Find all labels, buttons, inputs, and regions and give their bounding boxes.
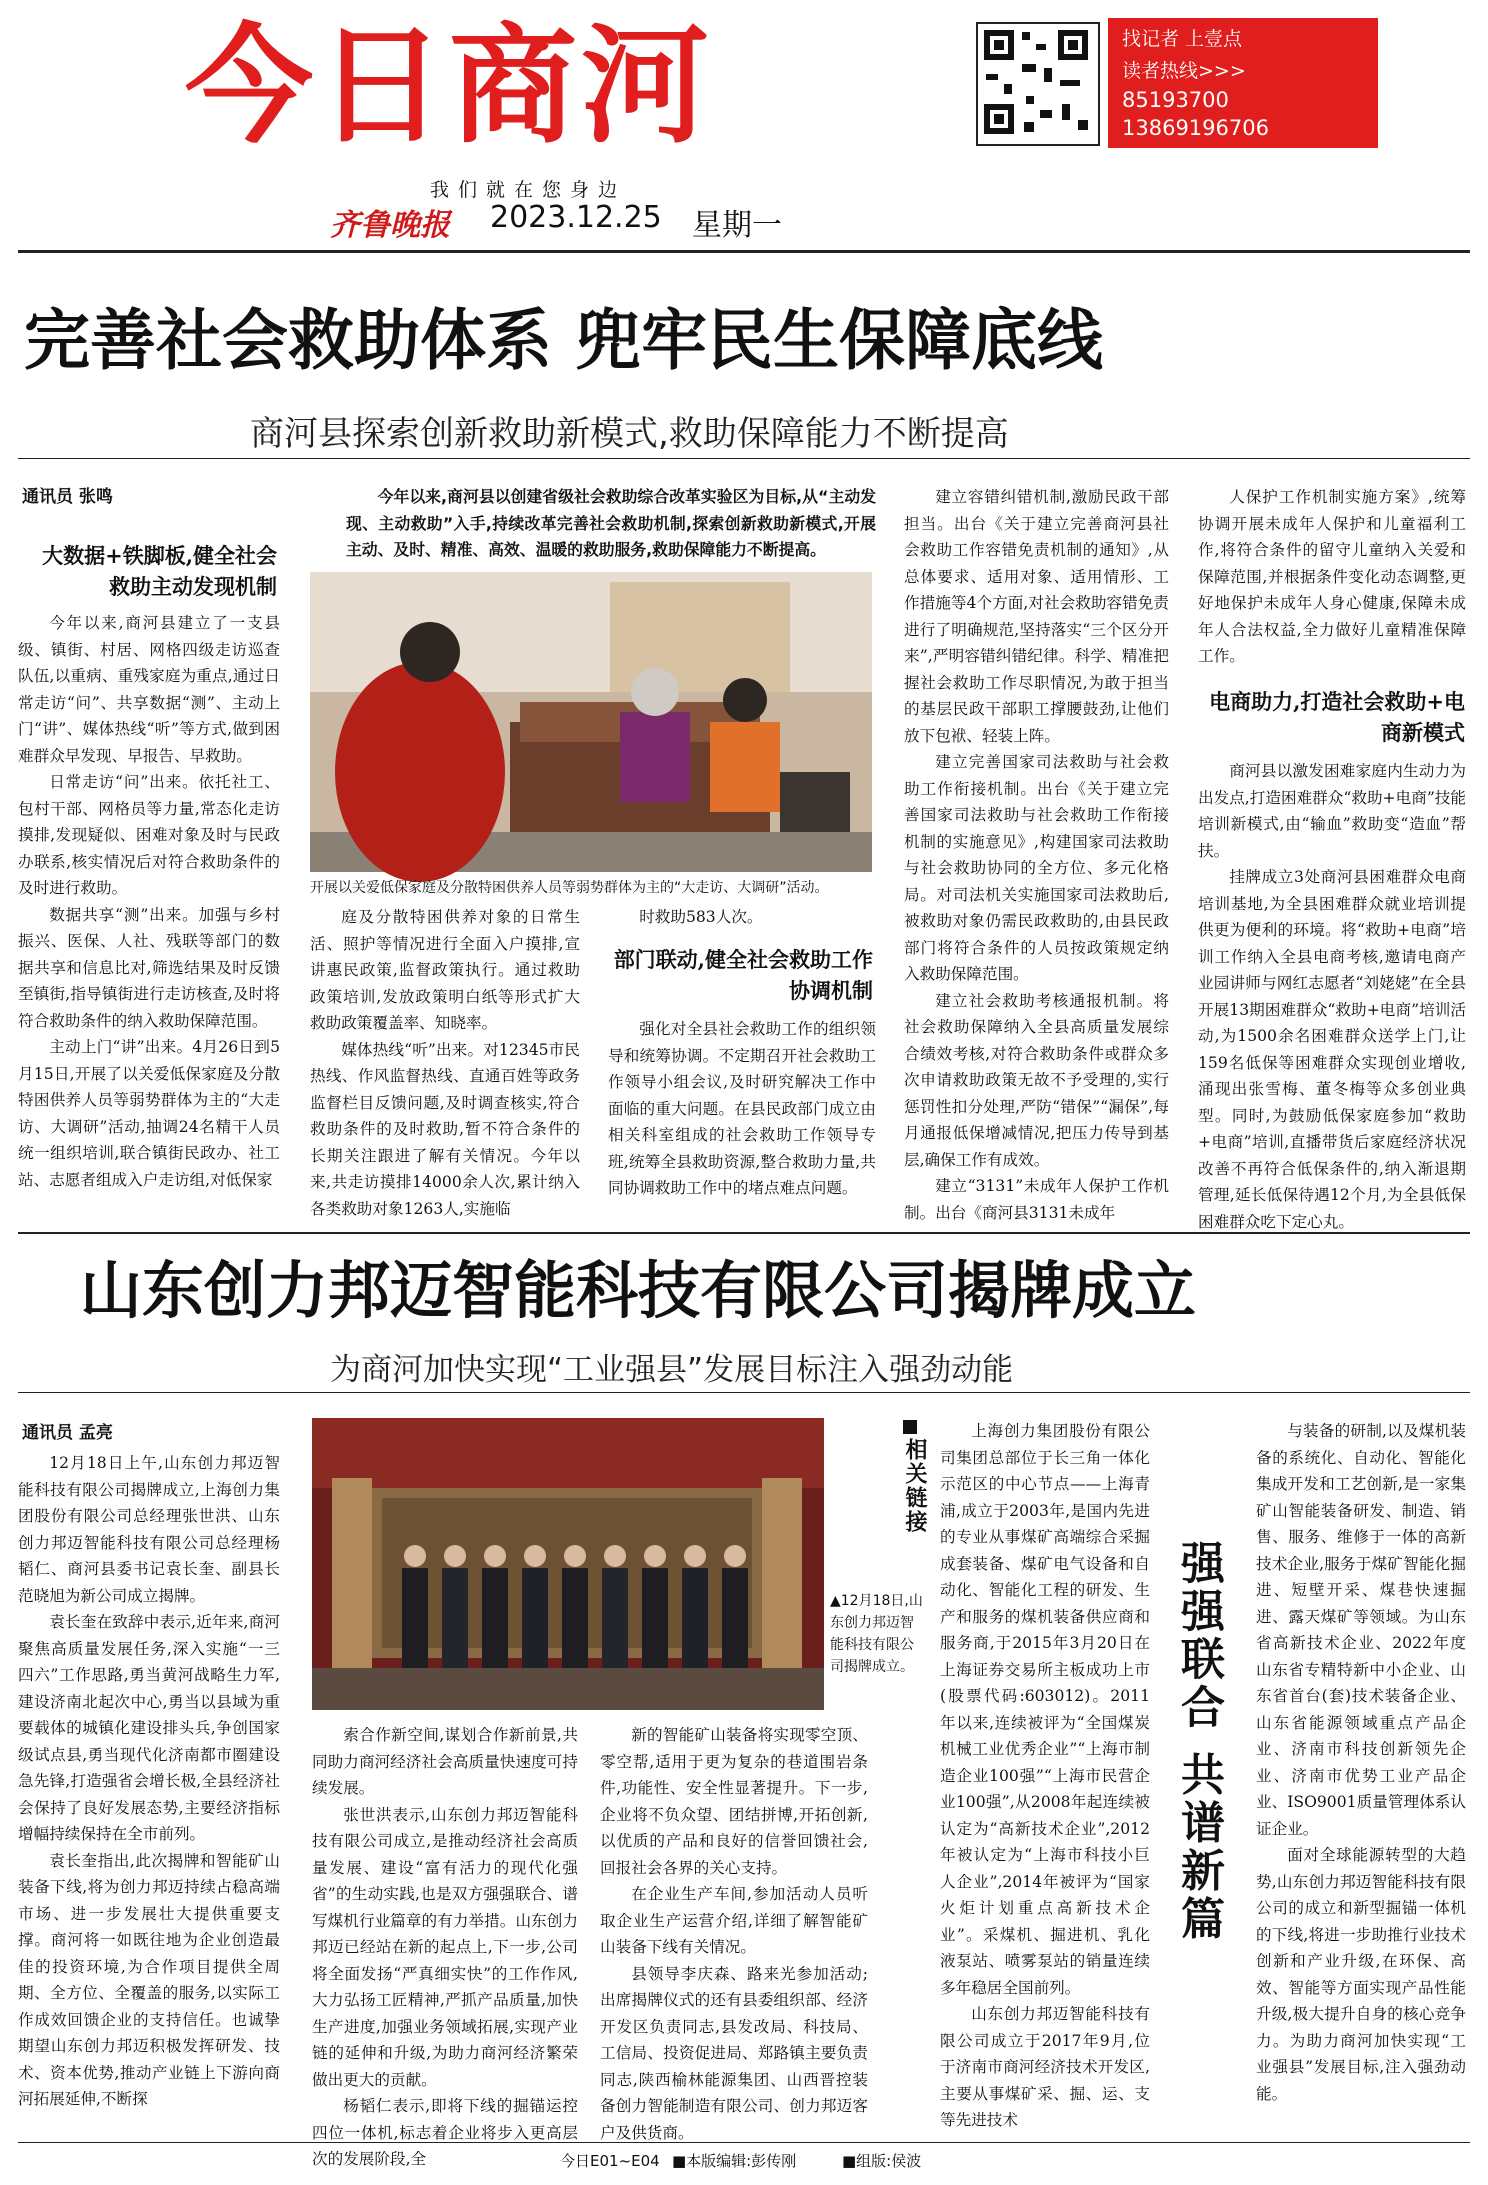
- hotline-phone-2[interactable]: 13869196706: [1122, 116, 1269, 140]
- article1-section1-head: 大数据+铁脚板,健全社会救助主动发现机制: [42, 543, 277, 599]
- article1-lead: [346, 484, 876, 562]
- masthead-rule: [18, 250, 1470, 253]
- paragraph: 媒体热线“听”出来。对12345市民热线、作风监督热线、直通百姓等政务监督栏目反馈问题,及时调查核实,符合救助条件的及时救助,暂不符合条件的长期关注跟进了解有关情况。今年以来,共走访摸排14000余人次,累计纳入各类救助对象1263人,实施临: [310, 1040, 580, 1218]
- hotline-label-readers: 读者热线>>>: [1122, 60, 1246, 82]
- related-link-label: 相关链接: [902, 1438, 928, 1534]
- paragraph: 数据共享“测”出来。加强与乡村振兴、医保、人社、残联等部门的数据共享和信息比对,筛选结果及时反馈至镇街,指导镇街进行走访核查,及时将符合救助条件的纳入救助保障范围。: [18, 905, 280, 1030]
- paragraph: 面对全球能源转型的大趋势,山东创力邦迈智能科技有限公司的成立和新型掘锚一体机的下线,将进一步助推行业技术创新和产业升级,在环保、高效、智能等方面实现产品性能升级,极大提升自身的核心竞争力。为助力商河加快实现“工业强县”发展目标,注入强劲动能。: [1256, 1846, 1466, 2103]
- qr-code-icon[interactable]: [976, 22, 1100, 146]
- paragraph: 建立容错纠错机制,激励民政干部担当。出台《关于建立完善商河县社会救助工作容错免责机制的通知》,从总体要求、适用对象、适用情形、工作措施等4个方面,对社会救助容错免责进行了明确规范,坚持落实“三个区分开来”,严明容错纠错纪律。科学、精准把握社会救助工作尽职情况,为敢于担当的基层民政干部职工撑腰鼓劲,让他们放下包袱、轻装上阵。: [904, 488, 1169, 745]
- article1-col2: [310, 904, 580, 1224]
- article1-photo-caption: 开展以关爱低保家庭及分散特困供养人员等弱势群体为主的“大走访、大调研”活动。: [310, 880, 829, 896]
- paragraph: 上海创力集团股份有限公司集团总部位于长三角一体化示范区的中心节点——上海青浦,成立于2003年,是国内先进的专业从事煤矿高端综合采掘成套装备、煤矿电气设备和自动化、智能化工程的研发、生产和服务的煤机装备供应商和服务商,于2015年3月20日在上海证券交易所主板成功上市(股票代码:603012)。2011年以来,连续被评为“全国煤炭机械工业优秀企业”“上海市制造企业100强”“上海市民营企业100强”,从2008年起连续被认定为“高新技术企业”,2012年被认定为“上海市科技小巨人企业”,2014年被评为“国家火炬计划重点高新技术企业”。采煤机、掘进机、乳化液泵站、喷雾泵站的销量连续多年稳居全国前列。: [940, 1422, 1150, 1997]
- paragraph: 强化对全县社会救助工作的组织领导和统筹协调。不定期召开社会救助工作领导小组会议,及时研究解决工作中面临的重大问题。在县民政部门成立由相关科室组成的社会救助工作领导专班,统筹全县救助资源,整合救助力量,共同协调救助工作中的堵点难点问题。: [608, 1020, 876, 1197]
- paragraph: 在企业生产车间,参加活动人员听取企业生产运营介绍,详细了解智能矿山装备下线有关情况。: [600, 1885, 868, 1956]
- article2-photo-caption: ▲12月18日,山东创力邦迈智能科技有限公司揭牌成立。: [830, 1593, 923, 1675]
- paragraph: 建立完善国家司法救助与社会救助工作衔接机制。出台《关于建立完善国家司法救助与社会救助工作衔接机制的实施意见》,构建国家司法救助与社会救助协同的全方位、多元化格局。对司法机关实施国家司法救助后,被救助对象仍需民政救助的,由县民政部门将符合条件的人员按政策规定纳入救助保障范围。: [904, 753, 1169, 983]
- paragraph: 主动上门“讲”出来。4月26日到5月15日,开展了以关爱低保家庭及分散特困供养人员等弱势群体为主的“大走访、大调研”活动,抽调24名精干人员统一组织培训,联合镇街民政办、社工站、志愿者组成入户走访组,对低保家: [18, 1038, 280, 1189]
- footer-layout: ■组版:侯波: [842, 2152, 922, 2170]
- lead-paragraph: 今年以来,商河县以创建省级社会救助综合改革实验区为目标,从“主动发现、主动救助”入手,持续改革完善社会救助机制,探索创新救助新模式,开展主动、及时、精准、高效、温暖的救助服务,救助保障能力不断提高。: [346, 487, 876, 559]
- article2-byline: 通讯员 孟亮: [22, 1423, 113, 1443]
- footer-editor: ■本版编辑:彭传刚: [672, 2152, 797, 2170]
- masthead-slogan: 我们就在您身边: [430, 179, 627, 201]
- article-separator: [18, 1232, 1470, 1234]
- issue-weekday: 星期一: [692, 208, 782, 243]
- article2-col1: [18, 1450, 280, 2130]
- paragraph: 袁长奎在致辞中表示,近年来,商河聚焦高质量发展任务,深入实施“一三四六”工作思路,勇当黄河战略生力军,建设济南北起次中心,勇当以县域为重要载体的城镇化建设排头兵,争创国家级试点县,勇当现代化济南都市圈建设急先锋,打造强省会增长极,全县经济社会保持了良好发展态势,主要经济指标增幅持续保持在全市前列。: [18, 1613, 280, 1843]
- paragraph: 袁长奎指出,此次揭牌和智能矿山装备下线,将为创力邦迈持续占稳高端市场、进一步发展壮大提供重要支撑。商河将一如既往地为企业创造最佳的投资环境,为合作项目提供全周期、全方位、全覆盖的服务,以实际工作成效回馈企业的支持信任。也诚挚期望山东创力邦迈积极发挥研发、技术、资本优势,推动产业链上下游向商河拓展延伸,不断探: [18, 1851, 280, 2108]
- article1-headline: 完善社会救助体系 兜牢民生保障底线: [24, 301, 1103, 379]
- paragraph: 新的智能矿山装备将实现零空顶、零空帮,适用于更为复杂的巷道围岩条件,功能性、安全性显著提升。下一步,企业将不负众望、团结拼博,开拓创新,以优质的产品和良好的信誉回馈社会,回报社会各界的关心支持。: [600, 1726, 868, 1877]
- paragraph: 庭及分散特困供养对象的日常生活、照护等情况进行全面入户摸排,宣讲惠民政策,监督政策执行。通过救助政策培训,发放政策明白纸等形式扩大救助政策覆盖率、知晓率。: [310, 908, 580, 1032]
- paragraph: 日常走访“问”出来。依托社工、包村干部、网格员等力量,常态化走访摸排,发现疑似、困难对象及时与民政办联系,核实情况后对符合救助条件的及时进行救助。: [18, 773, 280, 897]
- paragraph: 挂牌成立3处商河县困难群众电商培训基地,为全县困难群众就业培训提供更为便利的环境。将“救助+电商”培训工作纳入全县电商考核,邀请电商产业园讲师与网红志愿者“刘姥姥”在全县开展13期困难群众“救助+电商”培训活动,为1500余名困难群众送学上门,让159名低保等困难群众实现创业增收,涌现出张雪梅、董冬梅等众多创业典型。同时,为鼓励低保家庭参加“救助+电商”培训,直播带货后家庭经济状况改善不再符合低保条件的,纳入渐退期管理,延长低保待遇12个月,为全县低保困难群众吃下定心丸。: [1198, 868, 1466, 1231]
- article1-col1: [18, 610, 280, 1210]
- article1-photo: [310, 572, 872, 872]
- article1-col4: [904, 484, 1169, 1224]
- article1-byline: 通讯员 张鸣: [22, 487, 113, 507]
- masthead-title: 今日商河: [185, 12, 714, 161]
- paragraph: 杨韬仁表示,即将下线的掘锚运控四位一体机,标志着企业将步入更高层次的发展阶段,全: [312, 2097, 578, 2168]
- article2-photo: [312, 1418, 824, 1710]
- footer-page-range: 今日E01~E04: [560, 2152, 660, 2170]
- paragraph: 与装备的研制,以及煤机装备的系统化、自动化、智能化集成开发和工艺创新,是一家集矿山智能装备研发、制造、销售、服务、维修于一体的高新技术企业,服务于煤矿智能化掘进、短壁开采、煤巷快速掘进、露天煤矿等领域。为山东省高新技术企业、2022年度山东省专精特新中小企业、山东省首台(套)技术装备企业、山东省能源领域重点产品企业、济南市科技创新领先企业、济南市优势工业产品企业、ISO9001质量管理体系认证企业。: [1256, 1422, 1466, 1838]
- article2-headline: 山东创力邦迈智能科技有限公司揭牌成立: [80, 1254, 1197, 1327]
- paragraph: 建立社会救助考核通报机制。将社会救助保障纳入全县高质量发展综合绩效考核,对符合救助条件或群众多次申请救助政策无故不予受理的,实行惩罚性扣分处理,严防“错保”“漏保”,每月通报低保增减情况,把压力传导到基层,确保工作有成效。: [904, 991, 1169, 1169]
- article2-col3: [600, 1722, 868, 2142]
- paragraph: 县领导李庆森、路来光参加活动;出席揭牌仪式的还有县委组织部、经济开发区负责同志,县发改局、科技局、工信局、投资促进局、郑路镇主要负责同志,陕西榆林能源集团、山西晋控装备创力智能制造有限公司、创力邦迈客户及供货商。: [600, 1964, 868, 2142]
- paragraph: 张世洪表示,山东创力邦迈智能科技有限公司成立,是推动经济社会高质量发展、建设“富有活力的现代化强省”的生动实践,也是双方强强联合、谱写煤机行业篇章的有力举措。山东创力邦迈已经站在新的起点上,下一步,公司将全面发扬“严真细实快”的工作作风,大力弘扬工匠精神,严抓产品质量,加快生产进度,加强业务领域拓展,实现产业链的延伸和升级,为助力商河经济繁荣做出更大的贡献。: [312, 1805, 578, 2089]
- issue-date: 2023.12.25: [490, 200, 662, 235]
- article2-subhead: 为商河加快实现“工业强县”发展目标注入强劲动能: [330, 1352, 1014, 1388]
- paragraph: 今年以来,商河县建立了一支县级、镇街、村居、网格四级走访巡查队伍,以重病、重残家庭为重点,通过日常走访“问”、共享数据“测”、主动上门“讲”、媒体热线“听”等方式,做到困难群众早发现、早报告、早救助。: [18, 614, 280, 765]
- reader-hotline-box: [1108, 18, 1378, 148]
- paragraph: 时救助583人次。: [639, 908, 763, 926]
- article1-rule: [18, 458, 1470, 459]
- paragraph: 人保护工作机制实施方案》,统筹协调开展未成年人保护和儿童福利工作,将符合条件的留守儿童纳入关爱和保障范围,并根据条件变化动态调整,更好地保护未成年人身心健康,保障未成年人合法权益,全力做好儿童精准保障工作。: [1198, 488, 1466, 665]
- paragraph: 建立“3131”未成年人保护工作机制。出台《商河县3131未成年: [904, 1177, 1169, 1222]
- paragraph: 12月18日上午,山东创力邦迈智能科技有限公司揭牌成立,上海创力集团股份有限公司总经理张世洪、山东创力邦迈智能科技有限公司总经理杨韬仁、商河县委书记袁长奎、副县长范晓旭为新公司成立揭牌。: [18, 1454, 280, 1605]
- paragraph: 商河县以激发困难家庭内生动力为出发点,打造困难群众“救助+电商”技能培训新模式,由“输血”救助变“造血”帮扶。: [1198, 762, 1466, 860]
- hotline-label-reporter: 找记者 上壹点: [1122, 28, 1243, 50]
- article2-col5: [1256, 1418, 1466, 2133]
- article1-col3-top: [608, 904, 876, 934]
- article1-subhead: 商河县探索创新救助新模式,救助保障能力不断提高: [250, 414, 1009, 454]
- article2-col4: [940, 1418, 1150, 2133]
- paragraph: 索合作新空间,谋划合作新前景,共同助力商河经济社会高质量快速度可持续发展。: [312, 1726, 578, 1797]
- article2-rule: [18, 1392, 1470, 1393]
- article1-col5b: [1198, 758, 1466, 1231]
- article1-col3: [608, 1016, 876, 1216]
- article1-section2-head: 部门联动,健全社会救助工作协调机制: [613, 947, 873, 1003]
- article1-section3-head: 电商助力,打造社会救助+电商新模式: [1209, 689, 1465, 745]
- article2-col2: [312, 1722, 578, 2168]
- related-title: 强强联合 共谱新篇: [1173, 1540, 1224, 1944]
- paper-brand-logo: 齐鲁晚报: [330, 208, 450, 243]
- footer-rule: [18, 2142, 1470, 2143]
- hotline-phone-1[interactable]: 85193700: [1122, 88, 1229, 112]
- paragraph: 山东创力邦迈智能科技有限公司成立于2017年9月,位于济南市商河经济技术开发区,主要从事煤矿采、掘、运、支等先进技术: [940, 2005, 1150, 2129]
- related-link-square-icon: [903, 1420, 917, 1434]
- article1-col5: [1198, 484, 1466, 684]
